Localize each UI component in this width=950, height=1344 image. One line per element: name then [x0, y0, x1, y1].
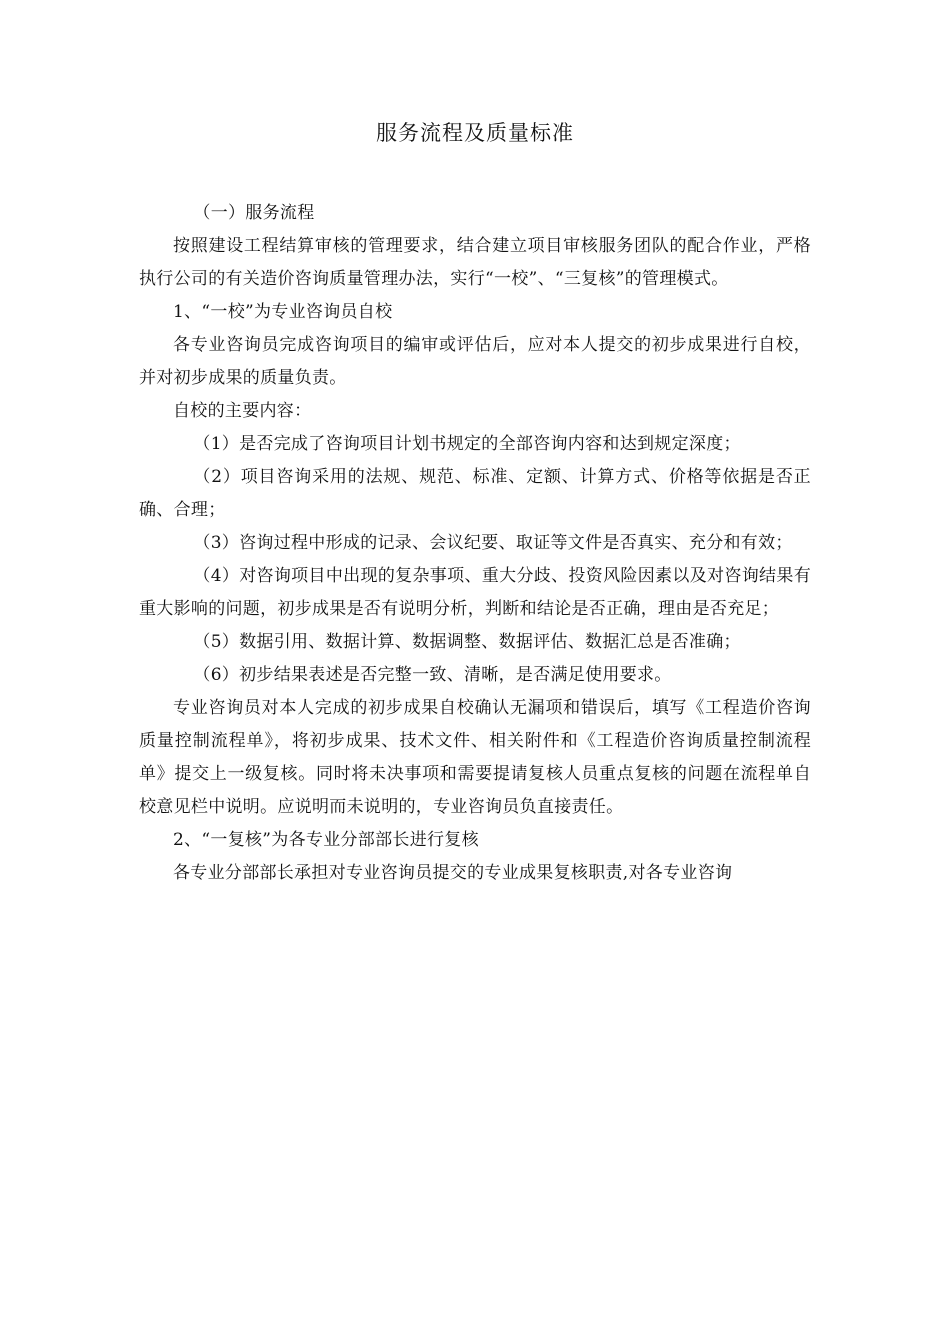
self-check-label: 自校的主要内容： [173, 401, 312, 421]
intro-paragraph: 按照建设工程结算审核的管理要求，结合建立项目审核服务团队的配合作业，严格执行公司的有关造价咨询质量管理办法，实行“一校”、“三复核”的管理模式。 [139, 236, 811, 289]
item2-body: 各专业分部部长承担对专业咨询员提交的专业成果复核职责,对各专业咨询 [173, 863, 733, 883]
item1-conclusion: 专业咨询员对本人完成的初步成果自校确认无漏项和错误后，填写《工程造价咨询质量控制流程单》，将初步成果、技术文件、相关附件和《工程造价咨询质量控制流程单》提交上一级复核。同时将未决事项和需要提请复核人员重点复核的问题在流程单自校意见栏中说明。应说明而未说明的，专业咨询员负直接责任。 [139, 698, 811, 817]
item1-heading: 1、“一校”为专业咨询员自校 [173, 302, 393, 322]
self-check-item-5: （5）数据引用、数据计算、数据调整、数据评估、数据汇总是否准确； [193, 632, 741, 652]
document-body [139, 197, 811, 890]
self-check-item-1: （1）是否完成了咨询项目计划书规定的全部咨询内容和达到规定深度； [193, 434, 741, 454]
section-heading: （一）服务流程 [193, 203, 315, 223]
item1-body: 各专业咨询员完成咨询项目的编审或评估后，应对本人提交的初步成果进行自校，并对初步成果的质量负责。 [139, 335, 811, 388]
item2-heading: 2、“一复核”为各专业分部部长进行复核 [173, 830, 479, 850]
self-check-item-3: （3）咨询过程中形成的记录、会议纪要、取证等文件是否真实、充分和有效； [193, 533, 793, 553]
self-check-item-2: （2）项目咨询采用的法规、规范、标准、定额、计算方式、价格等依据是否正确、合理； [139, 467, 811, 520]
document-title: 服务流程及质量标准 [376, 121, 574, 145]
self-check-item-4: （4）对咨询项目中出现的复杂事项、重大分歧、投资风险因素以及对咨询结果有重大影响的问题，初步成果是否有说明分析，判断和结论是否正确，理由是否充足； [139, 566, 811, 619]
self-check-item-6: （6）初步结果表述是否完整一致、清晰，是否满足使用要求。 [193, 665, 672, 685]
